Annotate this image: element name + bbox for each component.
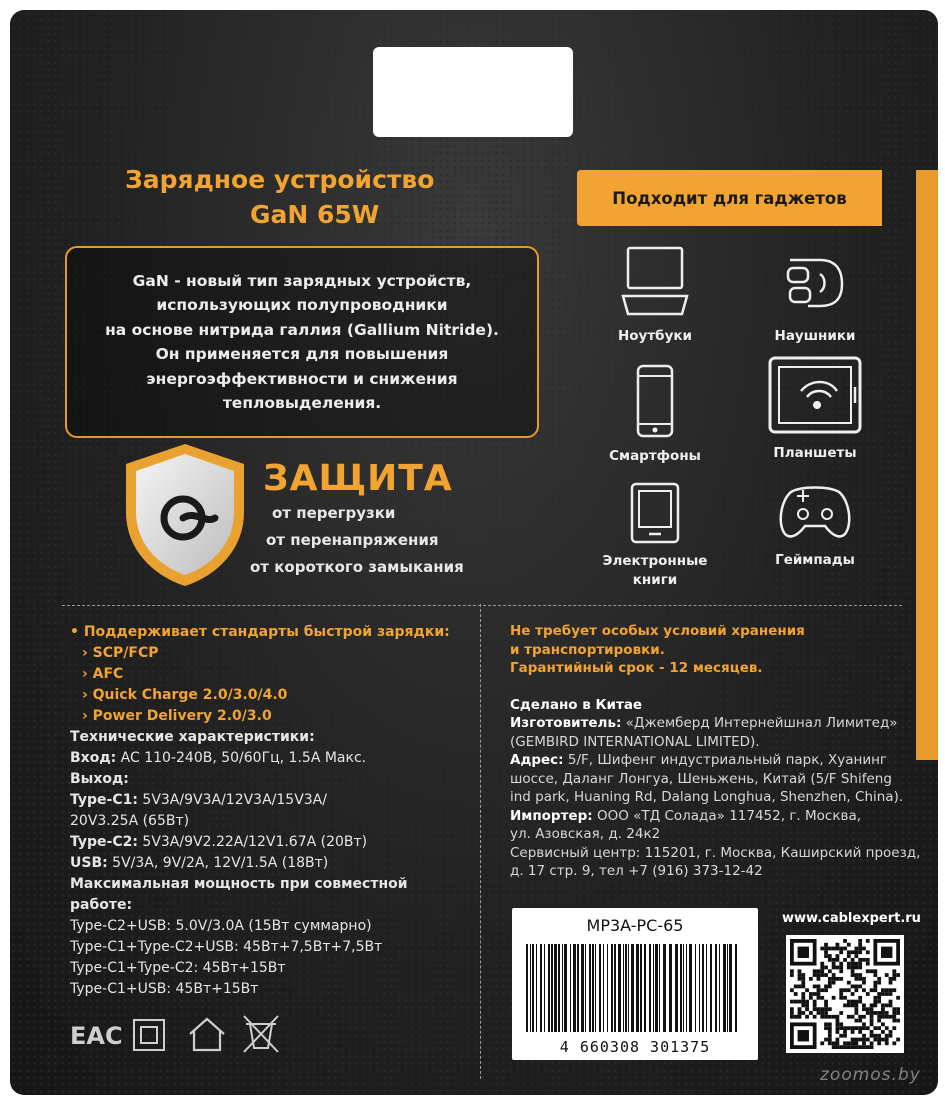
manufacturer-info [510,622,921,881]
maker-cont: (GEMBIRD INTERNATIONAL LIMITED). [510,733,760,750]
storage-note-cont: и транспортировки. [510,641,665,658]
gadget-tablet [750,355,880,461]
protection-item: от перегрузки [272,504,396,522]
orange-side-stripe [916,170,938,760]
combo-item: Type-C2+USB: 5.0V/3.0A (15Вт суммарно) [70,918,372,934]
section-divider [62,605,902,606]
warranty: Гарантийный срок - 12 месяцев. [510,660,763,676]
gadget-headphones [755,244,875,344]
gan-line: GaN - новый тип зарядных устройств, [132,271,472,290]
tech-title: Технические характеристики: [70,729,315,745]
barcode-digits: 4 660308 301375 [559,1038,711,1056]
eac-mark: EAC [70,1022,123,1050]
fast-charge-title: • Поддерживает стандарты быстрой зарядки: [70,624,450,640]
combo-item: Type-C1+USB: 45Вт+15Вт [70,981,259,997]
package-back [10,10,938,1095]
double-insulation-icon [134,1020,164,1050]
usb-spec: USB: 5V/3A, 9V/2A, 12V/1.5A (18Вт) [70,855,329,871]
gan-line: на основе нитрида галлия (Gallium Nitride). [105,320,499,339]
service-center-cont: д. 17 стр. 9, тел +7 (916) 373-12-42 [510,863,763,879]
address-cont: шоссе, Даланг Лонгуа, Шеньжень, Китай (5/F Shifeng [510,770,892,787]
maker: Изготовитель: «Джемберд Интернейшнал Лимитед» [510,715,898,731]
standard-item: › Quick Charge 2.0/3.0/4.0 [82,687,288,703]
gan-line: энергоэффективности и снижения [146,369,458,388]
protection-item: от короткого замыкания [250,558,464,576]
gadget-label: Планшеты [773,445,857,461]
headphones-icon [780,244,850,320]
product-subtitle: GaN 65W [250,200,380,229]
gadget-gamepad [755,482,875,568]
gadget-laptop [595,244,715,344]
standard-item: › Power Delivery 2.0/3.0 [82,708,272,724]
combo-item: Type-C1+Type-C2+USB: 45Вт+7,5Вт+7,5Вт [70,939,383,955]
combo-item: Type-C1+Type-C2: 45Вт+15Вт [70,960,286,976]
made-in: Сделано в Китае [510,696,643,713]
column-divider [480,604,481,1079]
gan-line: использующих полупроводники [156,296,448,314]
gan-description-box [65,246,539,438]
type-c1-spec-cont: 20V3.25A (65Вт) [70,813,190,829]
tablet-icon [767,355,863,437]
logo-letter: G [182,524,183,525]
importer-cont: ул. Азовская, д. 24к2 [510,826,661,842]
gan-line: тепловыделения. [222,394,382,412]
address-cont: ind park, Huaning Rd, Dalang Longhua, Shenzhen, China). [510,789,904,805]
gadget-label: Электронные книги [602,553,708,588]
standard-item: › SCP/FCP [82,645,159,661]
storage-note: Не требует особых условий хранения [510,623,805,639]
laptop-icon [620,244,690,320]
qr-code-icon [786,935,904,1053]
product-title: Зарядное устройство [125,165,435,194]
barcode-icon [526,944,744,1032]
gadget-label: Наушники [774,328,856,344]
indoor-use-icon [190,1019,224,1050]
type-c2-spec: Type-C2: 5V3A/9V2.22A/12V1.67A (20Вт) [70,834,368,850]
certification-marks [70,1014,330,1054]
gamepad-icon [777,482,853,544]
importer: Импортер: ООО «ТД Солада» 117452, г. Москва, [510,807,862,824]
barcode-label [512,908,758,1060]
spacer [510,678,900,696]
weee-bin-icon [244,1016,278,1052]
smartphone-icon [620,364,690,440]
standard-item: › AFC [82,666,124,682]
max-power-title-cont: работе: [70,897,133,913]
type-c1-spec: Type-C1: 5V3A/9V3A/12V3A/15V3A/ [70,792,327,808]
service-center: Сервисный центр: 115201, г. Москва, Каширский проезд, [510,844,921,861]
ebook-icon [620,482,690,544]
gadget-label: Смартфоны [609,448,701,464]
max-power-title: Максимальная мощность при совместной [70,876,408,892]
protection-title: ЗАЩИТА [263,458,453,499]
shield-icon [120,440,250,590]
model-number: MP3A-PC-65 [586,916,684,935]
gadget-ebook [595,482,715,590]
watermark: zoomos.by [820,1065,921,1085]
gadget-label: Геймпады [775,552,855,568]
website: www.cablexpert.ru [782,911,921,926]
hang-tab [373,47,573,137]
gadget-label: Ноутбуки [617,328,693,344]
gadgets-header: Подходит для гаджетов [577,170,882,226]
input-spec: Вход: AC 110-240В, 50/60Гц, 1.5А Макс. [70,750,367,766]
specifications [70,622,470,1000]
gan-line: Он применяется для повышения [155,345,449,363]
output-title: Выход: [70,771,129,787]
address: Адрес: 5/F, Шифенг индустриальный парк, Хуанинг [510,752,888,768]
protection-item: от перенапряжения [266,531,439,549]
gadget-smartphone [595,364,715,464]
